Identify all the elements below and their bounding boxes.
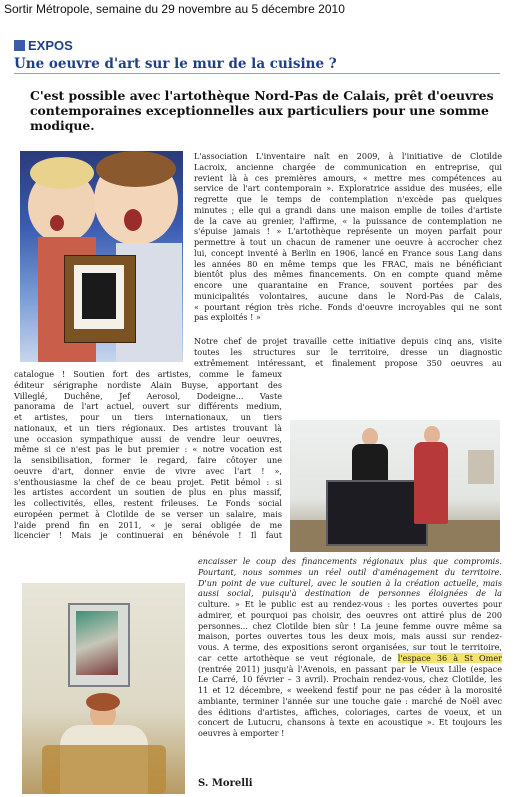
text-line: encore une quarantaine en France, souvent portées par des [194, 280, 502, 290]
text-line: minutes ; elle qui a grandi dans une maison emplie de toiles d'artiste [194, 204, 502, 215]
text-line: permettre à tout un chacun de ramener une oeuvre à accrocher chez [194, 237, 502, 247]
text-line: pas exploités ! » [194, 312, 261, 323]
text-line: une occasion sympathique aussi de vendre leur oeuvres, [14, 433, 282, 444]
text-line: Pourtant, nous sommes un réel outil d'aménagement du territoire. [198, 566, 502, 577]
text-line: ambiante, terminer l'année sur une touche gaie : marché de Noël avec [198, 695, 502, 706]
text-line: revient là à ces premières amours, « mettre mes compétences au [194, 172, 502, 183]
article-signature: S. Morelli [198, 778, 253, 789]
text-line: personnes... chez Clotilde bien sûr ! La jeune femme ouvre même sa [198, 620, 502, 631]
text-line: toutes les structures sur le territoire, dresse un diagnostic [194, 346, 502, 357]
text-line: des éditions d'artistes, affiches, coloriages, cartes de voeux, et un [198, 706, 502, 717]
section-label [14, 38, 73, 53]
article-column-1 [194, 151, 502, 323]
text-line: les années 80 en même temps que les FRAC, mais ne bénéficiant [194, 258, 502, 269]
article-title: Une oeuvre d'art sur le mur de la cuisine ? [14, 56, 337, 72]
newspaper-header: Sortir Métropole, semaine du 29 novembre au 5 décembre 2010 [4, 2, 345, 16]
text-line: (rentrée 2011) jusqu'à l'Avenois, en passant par le Vieux Lille (espace [198, 663, 502, 674]
highlighted-venue: l'espace 36 à St Omer [397, 652, 502, 663]
text-line: de la cave au grenier, l'affirme, « la puissance de contemplation ne [194, 215, 502, 226]
section-square-icon [14, 40, 25, 51]
text-line: les collectivités, elles, restent frileuses. Le Fonds social [14, 498, 282, 508]
text-line: service de l'art contemporain ». Exploratrice assidue des musées, elle [194, 183, 502, 194]
text-line: aussi social, puisqu'à destination de personnes éloignées de la [198, 588, 502, 599]
text-line: bientôt plus des mêmes financements. On en compte quand même [194, 269, 502, 280]
text-line: s'enthousiasme la chef de ce beau projet. Petit bémol : si [14, 476, 282, 487]
article-lead: C'est possible avec l'artothèque Nord-Pas de Calais, prêt d'oeuvres contemporaines exceptionnelles aux particuliers pour une somme modique. [30, 88, 494, 133]
text-line: s'épuise jamais ! » L'artothèque représente un moyen parfait pour [194, 226, 502, 237]
text-line: oeuvres à emporter ! [198, 728, 285, 738]
text-line: Notre chef de projet travaille cette initiative depuis cinq ans, visite [194, 336, 502, 346]
text-line: Villeglé, Duchêne, Jef Aerosol, Dodeigne... Vaste [14, 390, 282, 401]
text-line: vous. A terme, des expositions seront organisées, sur tout le territoire, [198, 642, 502, 652]
text-line: D'un point de vue culturel, avec le soutien à la création actuelle, mais [198, 577, 502, 588]
text-line: l'aide prend fin en 2011, « je serai obligée de me [14, 519, 282, 530]
text-line: la sensibilisation, former le regard, faire côtoyer une [14, 455, 282, 465]
text-line: maison, portes ouvertes tous les deux mois, mais aussi sur rendez- [198, 631, 502, 642]
text-line: licencier ! Mais je continuerai en bénévole ! Il faut [14, 530, 282, 541]
article-column-3 [14, 369, 282, 541]
text-line: Le Carré, 10 février – 3 avril). Prochain rendez-vous, chez Clotilde, les [198, 674, 502, 685]
text-line: admirer, et pourquoi pas choisir, des oeuvres ont attiré plus de 200 [198, 609, 502, 620]
article-column-2 [194, 336, 502, 368]
text-line: européen permet à Clotilde de se verser un salaire, mais [14, 508, 282, 519]
text-line: lui, concept inventé à Berlin en 1906, lancé en France sous Lang dans [194, 247, 502, 258]
text-line: L'association L'inventaire naît en 2009, à l'initiative de Clotilde [194, 151, 502, 161]
text-line: 11 et 12 décembre, « weekend festif pour ne pas céder à la morosité [198, 685, 502, 695]
section-title: EXPOS [28, 38, 73, 53]
title-divider [14, 73, 500, 74]
photo-children-with-artwork [20, 151, 183, 362]
text-line: panorama de l'art actuel, ouvert sur différents medium, [14, 401, 282, 412]
photo-woman-seated [22, 583, 185, 794]
text-line: oeuvre d'art, donner envie de vivre avec l'art ! », [14, 465, 282, 476]
text-line: Lacroix, ancienne chargée de communication en entreprise, qui [194, 161, 502, 172]
text-line: extrêmement intéressant, et finalement propose 350 oeuvres au [194, 357, 502, 368]
photo-women-with-canvas [290, 420, 500, 552]
text-line: encaisser le coup des financements régionaux plus que compromis. [198, 556, 502, 566]
text-line: même si ce n'est pas le but premier : « notre vocation est [14, 444, 282, 455]
text-line: concert de Lutucru, chansons à texte en acoustique ». Et toujours les [198, 717, 502, 728]
text-line: « pourtant région très riche. Fonds d'oeuvre incroyables qui ne sont [194, 301, 502, 312]
text-line: culture. » Et le public est au rendez-vous : les portes ouvertes pour [198, 599, 502, 609]
text-line [198, 653, 502, 664]
text-line: éditeur sérigraphe nordiste Alain Buyse, apportant des [14, 379, 282, 390]
article-column-4 [198, 556, 502, 739]
text-line: et artistes, pour un tiers internationaux, un tiers [14, 412, 282, 422]
text-line: regrette que le temps de contemplation n'excède pas quelques [194, 194, 502, 204]
text-line-part: car cette artothèque se veut régionale, de [198, 652, 392, 663]
text-line: nationaux, et un tiers régionaux. Des artistes trouvant là [14, 422, 282, 433]
text-line: municipalités volontaires, aucune dans le Nord-Pas de Calais, [194, 290, 502, 301]
text-line: catalogue ! Soutien fort des artistes, comme le fameux [14, 369, 282, 379]
text-line: les artistes accordent un soutien de plus en plus massif, [14, 487, 282, 498]
